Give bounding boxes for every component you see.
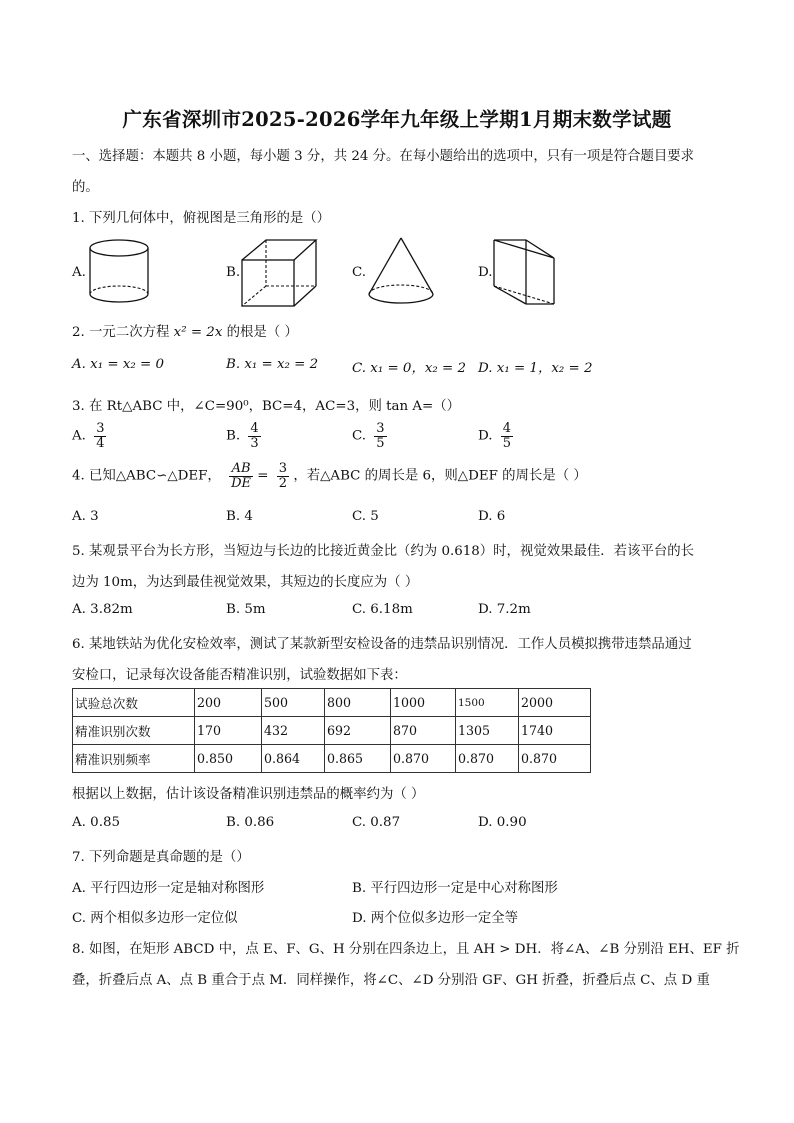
- q3-option-d-fraction: $\frac{4}{5}$: [502, 421, 512, 451]
- question-4-stem: [72, 462, 587, 490]
- q7-option-b: B. 平行四边形一定是中心对称图形: [352, 881, 558, 896]
- q2-option-c: C. x₁ = 0，x₂ = 2: [352, 361, 467, 376]
- cylinder-icon: [86, 236, 152, 308]
- table-cell: 692: [325, 717, 391, 745]
- table-cell: 0.870: [519, 745, 591, 773]
- q3-option-c: [352, 422, 387, 450]
- q2-equation: x² = 2x: [173, 325, 223, 340]
- table-cell: 200: [195, 689, 262, 717]
- q4-equals: =: [257, 468, 269, 484]
- trial-data-table: [72, 688, 591, 773]
- table-cell: 500: [262, 689, 325, 717]
- cube-icon: [240, 238, 320, 310]
- q7-option-c: C. 两个相似多边形一定位似: [72, 911, 238, 926]
- q1-option-d-label: D.: [478, 265, 493, 280]
- question-6-followup: 根据以上数据，估计该设备精准识别违禁品的概率约为（ ）: [72, 787, 425, 802]
- q3-option-b-label: B.: [226, 428, 241, 444]
- table-cell: 170: [195, 717, 262, 745]
- table-cell: 0.870: [456, 745, 519, 773]
- question-3-stem: 3. 在 Rt△ABC 中，∠C=90⁰，BC=4，AC=3，则 tan A=（）: [72, 399, 461, 414]
- q3-option-b-fraction: $\frac{4}{3}$: [250, 421, 259, 451]
- table-row: [73, 745, 591, 773]
- question-1-stem: 1. 下列几何体中，俯视图是三角形的是（）: [72, 211, 331, 226]
- q3-option-a: [72, 422, 106, 450]
- q1-option-b-label: B.: [226, 265, 241, 280]
- q5-option-b: B. 5m: [226, 602, 266, 617]
- question-6-line-2: 安检口，记录每次设备能否精准识别，试验数据如下表：: [72, 668, 407, 683]
- question-8-line-2: 叠，折叠后点 A、点 B 重合于点 M．同样操作，将∠C、∠D 分别沿 GF、GH 折叠，折叠后点 C、点 D 重: [72, 973, 710, 988]
- table-cell: 2000: [519, 689, 591, 717]
- table-cell: 1305: [456, 717, 519, 745]
- q2-option-b: B. x₁ = x₂ = 2: [226, 357, 319, 372]
- question-2-stem: [72, 321, 298, 340]
- table-cell: 试验总次数: [73, 689, 195, 717]
- q3-option-c-label: C.: [352, 428, 367, 444]
- q1-option-a-label: A.: [72, 265, 86, 280]
- table-cell: 0.864: [262, 745, 325, 773]
- q2-option-d: D. x₁ = 1，x₂ = 2: [478, 361, 593, 376]
- q2-stem-before: 2. 一元二次方程: [72, 325, 170, 340]
- question-5-line-2: 边为 10m，为达到最佳视觉效果，其短边的长度应为（ ）: [72, 575, 419, 590]
- q1-option-c-label: C.: [352, 265, 367, 280]
- cone-icon: [366, 236, 436, 308]
- q4-option-d: D. 6: [478, 509, 506, 524]
- q4-stem-after: ，若△ABC 的周长是 6，则△DEF 的周长是（ ）: [293, 468, 587, 484]
- q5-option-d: D. 7.2m: [478, 602, 531, 617]
- q4-option-a: A. 3: [72, 509, 99, 524]
- q3-option-d: [478, 422, 513, 450]
- table-cell: 0.870: [391, 745, 456, 773]
- q2-option-a: A. x₁ = x₂ = 0: [72, 357, 165, 372]
- section-heading: 一、选择题：本题共 8 小题，每小题 3 分，共 24 分。在每小题给出的选项中，只有一项是符合题目要求: [72, 149, 695, 164]
- q5-option-a: A. 3.82m: [72, 602, 133, 617]
- table-row: [73, 717, 591, 745]
- q7-option-a: A. 平行四边形一定是轴对称图形: [72, 881, 265, 896]
- q3-option-d-label: D.: [478, 428, 493, 444]
- question-6-line-1: 6. 某地铁站为优化安检效率，测试了某款新型安检设备的违禁品识别情况．工作人员模拟携带违禁品通过: [72, 637, 692, 652]
- table-cell: 1500: [456, 689, 519, 717]
- question-5-line-1: 5. 某观景平台为长方形，当短边与长边的比接近黄金比（约为 0.618）时，视觉效果最佳．若该平台的长: [72, 544, 695, 559]
- triangular-prism-icon: [492, 236, 556, 308]
- q4-stem-before: 4. 已知△ABC∽△DEF，: [72, 468, 221, 484]
- table-cell: 0.865: [325, 745, 391, 773]
- q6-option-d: D. 0.90: [478, 815, 527, 830]
- q3-option-a-fraction: $\frac{3}{4}$: [96, 421, 105, 451]
- q4-option-b: B. 4: [226, 509, 253, 524]
- table-row: [73, 689, 591, 717]
- q4-value-fraction: $\frac{3}{2}$: [278, 461, 288, 491]
- page-title: 广东省深圳市2025-2026学年九年级上学期1月期末数学试题: [122, 108, 672, 131]
- q4-ratio-fraction: $\frac{AB}{DE}$: [231, 461, 252, 491]
- q6-option-b: B. 0.86: [226, 815, 275, 830]
- table-cell: 精准识别频率: [73, 745, 195, 773]
- q3-option-c-fraction: $\frac{3}{5}$: [376, 421, 385, 451]
- q3-option-a-label: A.: [72, 428, 86, 444]
- question-8-line-1: 8. 如图，在矩形 ABCD 中，点 E、F、G、H 分别在四条边上，且 AH > DH．将∠A、∠B 分别沿 EH、EF 折: [72, 942, 740, 957]
- q6-option-a: A. 0.85: [72, 815, 120, 830]
- table-cell: 800: [325, 689, 391, 717]
- q4-option-c: C. 5: [352, 509, 379, 524]
- table-cell: 1000: [391, 689, 456, 717]
- table-cell: 432: [262, 717, 325, 745]
- q7-option-d: D. 两个位似多边形一定全等: [352, 911, 519, 926]
- table-cell: 0.850: [195, 745, 262, 773]
- table-cell: 870: [391, 717, 456, 745]
- q5-option-c: C. 6.18m: [352, 602, 413, 617]
- section-heading-cont: 的。: [72, 180, 99, 195]
- table-cell: 1740: [519, 717, 591, 745]
- q6-option-c: C. 0.87: [352, 815, 401, 830]
- table-cell: 精准识别次数: [73, 717, 195, 745]
- q3-option-b: [226, 422, 261, 450]
- q2-stem-after: 的根是（ ）: [226, 325, 298, 340]
- question-7-stem: 7. 下列命题是真命题的是（）: [72, 850, 250, 865]
